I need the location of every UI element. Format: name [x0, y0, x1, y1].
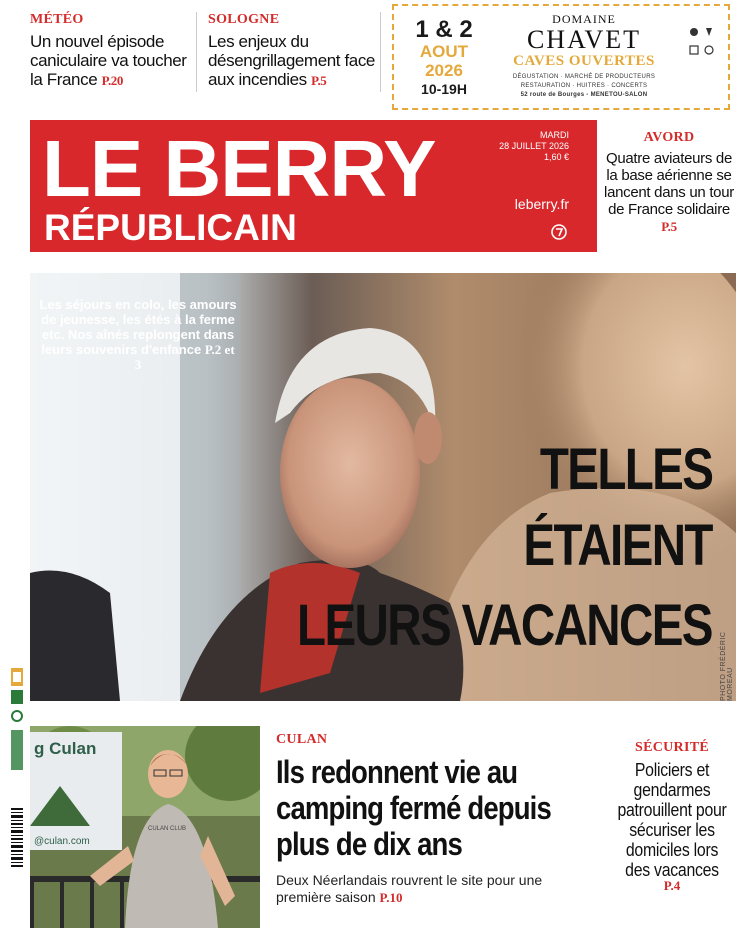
teaser-sologne[interactable]	[208, 12, 378, 90]
teaser-text	[208, 32, 378, 90]
issue-date: 28 JUILLET 2026	[499, 141, 569, 151]
issue-day: MARDI	[540, 130, 569, 140]
ad-event-name: CAVES OUVERTES	[513, 53, 655, 69]
masthead-issue-info	[499, 130, 569, 163]
ad-brand-name: CHAVET	[526, 25, 642, 54]
page-reference: P.10	[379, 890, 403, 905]
ad-address: 52 route de Bourges - MENETOU-SALON	[520, 92, 648, 98]
teaser-securite[interactable]	[606, 740, 738, 894]
ad-dates-days: 1 & 2	[415, 16, 473, 43]
camping-sign-name: g Culan	[34, 739, 97, 758]
page-reference: P.5	[311, 73, 327, 88]
barcode-and-recycling-icons	[10, 668, 24, 930]
camping-sign-url: @culan.com	[34, 836, 90, 847]
lead-story-intro	[38, 297, 238, 372]
teaser-kicker: SÉCURITÉ	[635, 740, 709, 755]
ad-dates-month: AOUT	[419, 42, 469, 61]
story-dek-text: Deux Néerlandais rouvrent le site pour une première saison	[276, 872, 543, 905]
story-headline: Ils redonnent vie au camping fermé depuis plus de dix ans	[276, 754, 551, 862]
page-reference: P.4	[663, 878, 681, 893]
shirt-print: CULAN CLUB	[148, 826, 187, 832]
page-reference: P.2 et 3	[134, 342, 235, 372]
issue-price: 1,60 €	[543, 152, 569, 162]
lead-headline-line2: ÉTAIENT	[523, 513, 712, 578]
ad-partner-logos-icon	[686, 24, 718, 64]
ad-main	[494, 12, 674, 100]
culan-story[interactable]	[276, 732, 586, 906]
masthead[interactable]	[30, 120, 597, 252]
teaser-headline: Policiers et gendarmes patrouillent pour sécuriser les domiciles lors des vacances	[617, 760, 727, 880]
teaser-avord[interactable]	[600, 130, 738, 235]
divider	[196, 12, 197, 92]
ad-activities-1: DÉGUSTATION · MARCHÉ DE PRODUCTEURS	[512, 74, 656, 80]
masthead-website[interactable]: leberry.fr	[514, 196, 569, 212]
page-reference: P.5	[661, 219, 677, 234]
ad-domaine: DOMAINE	[552, 12, 616, 26]
photo-credit: PHOTO FRÉDÉRIC MOREAU	[720, 631, 734, 701]
teaser-headline: Quatre aviateurs de la base aérienne se lancent dans un tour de France solidaire	[604, 150, 734, 218]
teaser-text	[600, 150, 738, 235]
teaser-text	[30, 32, 195, 90]
masthead-title: LE BERRY	[42, 124, 436, 213]
ad-dates	[404, 18, 484, 98]
teaser-kicker: SOLOGNE	[208, 12, 280, 27]
advertisement-caves-ouvertes[interactable]	[392, 4, 730, 110]
lead-headline-line3: LEURS VACANCES	[297, 593, 712, 658]
ad-activities-2: RESTAURATION · HUITRES · CONCERTS	[520, 83, 648, 89]
lead-story-intro-text: Les séjours en colo, les amours de jeunesse, les étés à la ferme etc. Nos aînés replongent dans leurs souvenirs d'enfance	[39, 297, 237, 357]
lead-story[interactable]	[30, 273, 736, 701]
teaser-kicker: MÉTÉO	[30, 12, 84, 27]
ad-hours: 10-19H	[421, 81, 467, 97]
page-reference: P.20	[101, 73, 123, 88]
masthead-subtitle: RÉPUBLICAIN	[44, 207, 297, 248]
ad-dates-year: 2026	[425, 61, 463, 80]
teaser-meteo[interactable]	[30, 12, 195, 90]
teaser-kicker: AVORD	[643, 130, 695, 145]
camping-story-photo	[30, 726, 260, 928]
teaser-headline: Les enjeux du désengrillagement face aux incendies	[208, 32, 375, 89]
story-kicker: CULAN	[276, 732, 328, 747]
centre-france-logo-icon	[551, 224, 567, 240]
story-dek	[276, 872, 586, 906]
divider	[380, 12, 381, 92]
lead-headline-line1: TELLES	[539, 437, 712, 502]
teaser-headline: Un nouvel épisode caniculaire va toucher la France	[30, 32, 187, 89]
